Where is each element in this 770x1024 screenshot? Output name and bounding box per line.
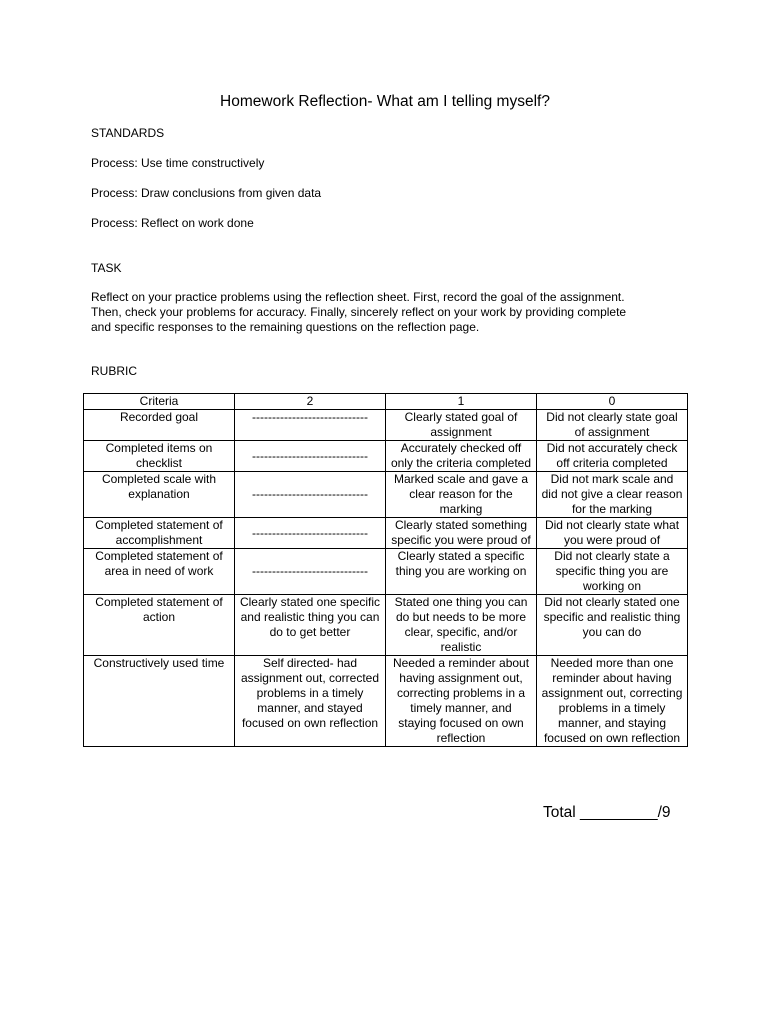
rubric-row xyxy=(84,518,688,549)
rubric-table xyxy=(83,393,688,747)
standard-item: Process: Reflect on work done xyxy=(91,216,254,230)
criteria-cell: Completed scale with explanation xyxy=(84,472,235,518)
score-2-cell: ----------------------------- xyxy=(235,410,386,441)
score-2-cell: ----------------------------- xyxy=(235,441,386,472)
rubric-row xyxy=(84,410,688,441)
score-1-cell: Needed a reminder about having assignment out, correcting problems in a timely manner, and staying focused on own reflection xyxy=(386,656,537,747)
score-2-cell: Self directed- had assignment out, corrected problems in a timely manner, and stayed focused on own reflection xyxy=(235,656,386,747)
standards-heading: STANDARDS xyxy=(91,126,165,140)
score-2-cell: Clearly stated one specific and realistic thing you can do to get better xyxy=(235,595,386,656)
task-line: Reflect on your practice problems using the reflection sheet. First, record the goal of the assignment. xyxy=(91,290,625,304)
column-header-1: 1 xyxy=(386,394,537,410)
criteria-cell: Constructively used time xyxy=(84,656,235,747)
task-line: Then, check your problems for accuracy. Finally, sincerely reflect on your work by providing complete xyxy=(91,305,627,319)
score-2-cell: ----------------------------- xyxy=(235,549,386,595)
score-0-cell: Did not accurately check off criteria completed xyxy=(537,441,688,472)
score-0-cell: Did not clearly state goal of assignment xyxy=(537,410,688,441)
rubric-heading: RUBRIC xyxy=(91,364,138,378)
score-0-cell: Did not clearly state a specific thing you are working on xyxy=(537,549,688,595)
standard-item: Process: Use time constructively xyxy=(91,156,265,170)
score-1-cell: Stated one thing you can do but needs to be more clear, specific, and/or realistic xyxy=(386,595,537,656)
criteria-cell: Completed items on checklist xyxy=(84,441,235,472)
rubric-row xyxy=(84,595,688,656)
score-0-cell: Did not mark scale and did not give a clear reason for the marking xyxy=(537,472,688,518)
rubric-row xyxy=(84,441,688,472)
total-score-line: Total _________/9 xyxy=(543,804,671,821)
score-0-cell: Did not clearly state what you were proud of xyxy=(537,518,688,549)
criteria-cell: Completed statement of area in need of work xyxy=(84,549,235,595)
criteria-cell: Completed statement of accomplishment xyxy=(84,518,235,549)
column-header-0: 0 xyxy=(537,394,688,410)
rubric-row xyxy=(84,656,688,747)
page-title: Homework Reflection- What am I telling myself? xyxy=(220,93,550,110)
score-1-cell: Clearly stated goal of assignment xyxy=(386,410,537,441)
rubric-row xyxy=(84,472,688,518)
task-line: and specific responses to the remaining questions on the reflection page. xyxy=(91,320,480,334)
score-2-cell: ----------------------------- xyxy=(235,472,386,518)
task-paragraph xyxy=(91,290,691,335)
score-1-cell: Accurately checked off only the criteria completed xyxy=(386,441,537,472)
score-0-cell: Did not clearly stated one specific and realistic thing you can do xyxy=(537,595,688,656)
rubric-row xyxy=(84,549,688,595)
criteria-cell: Recorded goal xyxy=(84,410,235,441)
score-2-cell: ----------------------------- xyxy=(235,518,386,549)
column-header-criteria: Criteria xyxy=(84,394,235,410)
column-header-2: 2 xyxy=(235,394,386,410)
criteria-cell: Completed statement of action xyxy=(84,595,235,656)
rubric-header-row xyxy=(84,394,688,410)
standard-item: Process: Draw conclusions from given data xyxy=(91,186,322,200)
score-0-cell: Needed more than one reminder about having assignment out, correcting problems in a timely manner, and staying focused on own reflection xyxy=(537,656,688,747)
score-1-cell: Marked scale and gave a clear reason for the marking xyxy=(386,472,537,518)
score-1-cell: Clearly stated something specific you were proud of xyxy=(386,518,537,549)
score-1-cell: Clearly stated a specific thing you are working on xyxy=(386,549,537,595)
task-heading: TASK xyxy=(91,261,122,275)
